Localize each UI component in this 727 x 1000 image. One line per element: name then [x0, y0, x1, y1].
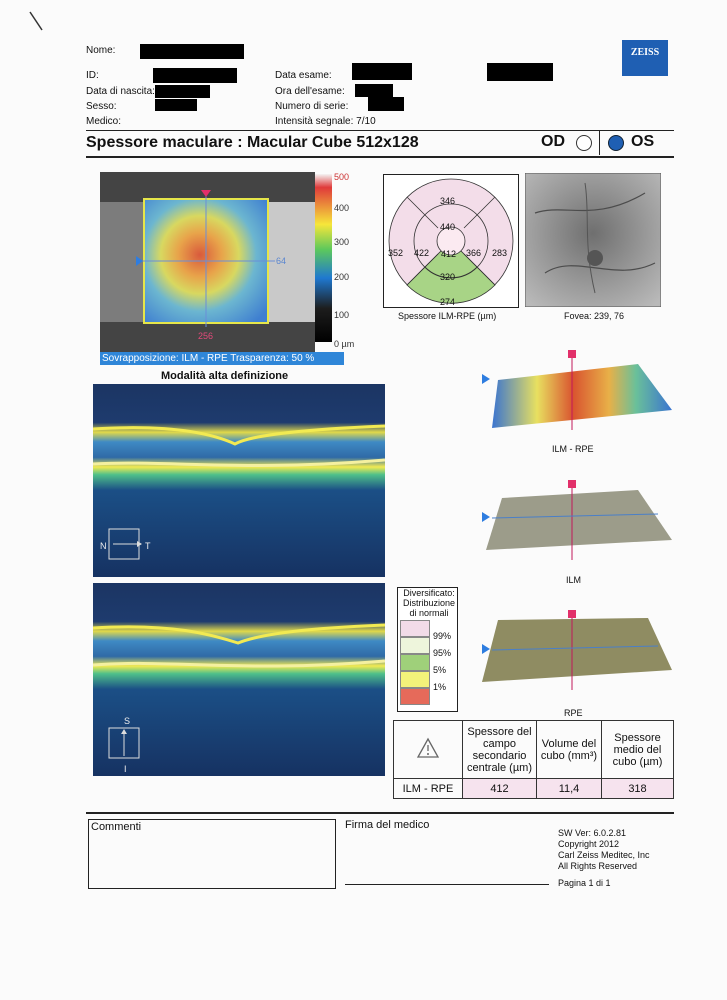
serial-label: Numero di serie:: [275, 101, 349, 112]
sw-info: SW Ver: 6.0.2.81 Copyright 2012 Carl Zeiss Meditec, Inc All Rights Reserved: [558, 828, 650, 871]
scan-mark: [28, 10, 44, 32]
name-label: Nome:: [86, 45, 116, 56]
bscan-horizontal: [93, 384, 385, 577]
etdrs-temporal-outer: 283: [492, 248, 508, 258]
eye-divider: [599, 131, 600, 155]
comments-label: Commenti: [91, 821, 142, 833]
bscan-h-nasal: N: [100, 541, 107, 551]
legend-level-label: 5%: [433, 665, 447, 675]
map-coord-x: 64: [276, 256, 287, 266]
bscan-vertical: [93, 583, 385, 776]
etdrs-inferior-inner: 320: [440, 272, 456, 282]
page-number: Pagina 1 di 1: [558, 878, 611, 888]
legend-title: Diversificato: Distribuzione di normali: [402, 588, 456, 618]
header-rule-bottom: [86, 156, 674, 158]
etdrs-inferior-outer: 274: [440, 297, 456, 307]
signal-label: Intensità segnale: 7/10: [275, 116, 376, 127]
redacted-dob: [155, 85, 210, 98]
header-central-subfield: Spessore del campo secondario centrale (µm): [463, 721, 537, 779]
value-central-subfield: 412: [463, 779, 537, 799]
etdrs-grid: [383, 174, 519, 308]
value-cube-volume: 11,4: [537, 779, 602, 799]
scale-100: 100: [334, 310, 350, 320]
scale-300: 300: [334, 237, 350, 247]
scale-200: 200: [334, 272, 350, 282]
surface-ilm: [478, 480, 672, 562]
bscan-v-superior: S: [124, 716, 131, 726]
scale-0: 0 µm: [334, 339, 355, 349]
legend-swatch: [400, 688, 430, 705]
footer-rule: [86, 812, 674, 814]
bscan-v-inferior: I: [124, 764, 127, 774]
od-label: OD: [541, 133, 565, 150]
header-avg-thickness: Spessore medio del cubo (µm): [602, 721, 674, 779]
legend-level-label: 1%: [433, 682, 447, 692]
legend-level-label: 99%: [433, 631, 452, 641]
od-radio[interactable]: [576, 135, 592, 151]
redacted-exam-date: [352, 63, 412, 80]
summary-table: [393, 720, 674, 799]
etdrs-center: 412: [441, 249, 457, 259]
value-avg-thickness: 318: [602, 779, 674, 799]
bscan-h-temporal: T: [145, 541, 151, 551]
warning-icon: [416, 737, 440, 759]
surface-rpe: [478, 610, 672, 692]
etdrs-nasal-inner: 422: [414, 248, 430, 258]
etdrs-superior-inner: 440: [440, 222, 456, 232]
redacted-name: [140, 44, 244, 59]
redacted-id: [153, 68, 237, 83]
legend-level-label: 95%: [433, 648, 452, 658]
fundus-image: [525, 173, 661, 307]
header-cube-volume: Volume del cubo (mm³): [537, 721, 602, 779]
redacted-extra: [487, 63, 553, 81]
surface-ilm-caption: ILM: [566, 575, 582, 585]
map-coord-y: 256: [198, 331, 214, 341]
legend-swatch: [400, 620, 430, 637]
legend-swatch: [400, 671, 430, 688]
hd-section-title: Modalità alta definizione: [161, 370, 289, 382]
thickness-map: [100, 172, 346, 367]
dob-label: Data di nascita:: [86, 86, 155, 97]
header-rule-top: [86, 130, 674, 131]
warning-cell: [394, 721, 463, 779]
surface-ilm-rpe-caption: ILM - RPE: [552, 444, 594, 454]
redacted-exam-time: [355, 84, 393, 97]
os-radio[interactable]: [608, 135, 624, 151]
surface-ilm-rpe: [478, 350, 672, 432]
redacted-serial: [368, 97, 404, 111]
legend-swatch: [400, 637, 430, 654]
redacted-sex: [155, 99, 197, 111]
etdrs-temporal-inner: 366: [466, 248, 482, 258]
etdrs-caption: Spessore ILM-RPE (µm): [398, 311, 497, 321]
legend-swatch: [400, 654, 430, 671]
fundus-caption: Fovea: 239, 76: [564, 311, 625, 321]
doctor-label: Medico:: [86, 116, 122, 127]
id-label: ID:: [86, 70, 99, 81]
etdrs-nasal-outer: 352: [388, 248, 404, 258]
scale-500: 500: [334, 172, 350, 182]
os-label: OS: [631, 133, 655, 150]
row-label: ILM - RPE: [394, 779, 463, 799]
signature-label: Firma del medico: [345, 819, 430, 831]
signature-line: [345, 884, 549, 885]
page-title: Spessore maculare : Macular Cube 512x128: [86, 134, 419, 151]
exam-date-label: Data esame:: [275, 70, 332, 81]
zeiss-logo: ZEISS: [622, 40, 668, 76]
exam-time-label: Ora dell'esame:: [275, 86, 345, 97]
scale-400: 400: [334, 203, 350, 213]
signal-value: 7/10: [356, 116, 376, 127]
sex-label: Sesso:: [86, 101, 117, 112]
etdrs-superior-outer: 346: [440, 196, 456, 206]
surface-rpe-caption: RPE: [564, 708, 583, 718]
overlay-caption: Sovrapposizione: ILM - RPE Trasparenza: 50 %: [100, 352, 344, 365]
